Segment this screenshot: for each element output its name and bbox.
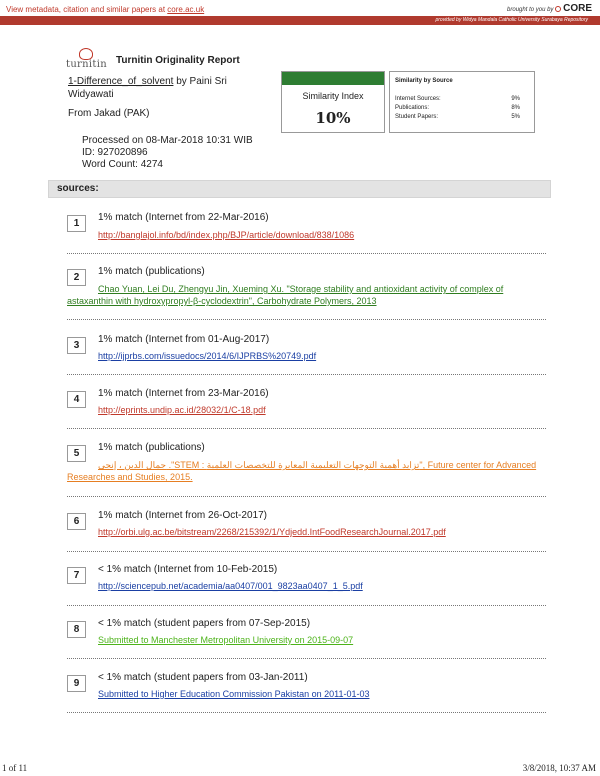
provided-by-text: provided by Widya Mandala Catholic University Surabaya Repository [435, 17, 588, 23]
brought-by-text: brought to you by [507, 7, 554, 13]
separator [67, 605, 546, 606]
core-link[interactable]: core.ac.uk [167, 5, 205, 14]
document-title [68, 75, 268, 101]
similarity-by-source-title: Similarity by Source [395, 78, 453, 84]
word-count: Word Count: 4274 [82, 159, 163, 170]
separator [67, 319, 546, 320]
source-label: Publications: [395, 105, 430, 111]
separator [67, 374, 546, 375]
source-link[interactable]: Chao Yuan, Lei Du, Zhengyu Jin, Xueming Xu. "Storage stability and antioxidant activity of complex of astaxanthin with hydroxypropyl-β-cyclodextrin", Carbohydrate Polymers, 2013 [67, 284, 504, 306]
similarity-by-source-box [389, 71, 535, 133]
separator [67, 428, 546, 429]
source-row-publications [395, 105, 534, 114]
page-number: 1 of 11 [2, 763, 28, 773]
document-author: by Paini Sri Widyawati [68, 76, 227, 100]
from-line: From Jakad (PAK) [68, 108, 150, 119]
source-value: 8% [511, 105, 520, 111]
separator [67, 658, 546, 659]
source-row-student-papers [395, 114, 534, 123]
match-info: 1% match (Internet from 22-Mar-2016) [98, 212, 269, 223]
source-link[interactable]: http://orbi.ulg.ac.be/bitstream/2268/215392/1/Ydjedd.IntFoodResearchJournal.2017.pdf [98, 527, 446, 537]
metadata-text: View metadata, citation and similar papers at [6, 5, 166, 14]
match-info: 1% match (Internet from 23-Mar-2016) [98, 388, 269, 399]
turnitin-logo-text: turnitin [66, 59, 107, 70]
source-link[interactable]: http://ijprbs.com/issuedocs/2014/6/IJPRBS%20749.pdf [98, 351, 317, 361]
source-link[interactable]: http://banglajol.info/bd/index.php/BJP/article/download/838/1086 [98, 230, 355, 240]
source-value: 9% [511, 96, 520, 102]
source-number: 6 [67, 513, 86, 530]
separator [67, 253, 546, 254]
match-info: 1% match (Internet from 01-Aug-2017) [98, 334, 270, 345]
match-info: 1% match (publications) [98, 442, 205, 453]
separator [67, 712, 546, 713]
source-link[interactable]: Submitted to Manchester Metropolitan University on 2015-09-07 [98, 635, 354, 645]
match-info: 1% match (Internet from 26-Oct-2017) [98, 510, 267, 521]
core-brand[interactable] [507, 3, 592, 14]
report-id: ID: 927020896 [82, 147, 148, 158]
print-datetime: 3/8/2018, 10:37 AM [522, 763, 596, 773]
sources-label: sources: [57, 183, 99, 194]
core-label: CORE [563, 3, 592, 14]
source-link[interactable]: http://eprints.undip.ac.id/28032/1/C-18.pdf [98, 405, 266, 415]
document-title-link[interactable]: 1-Difference_of_solvent [68, 76, 174, 87]
sources-header [48, 180, 551, 198]
source-link[interactable]: جمال الدين ، إنجي ."STEM : تزايد أهمية التوجهات التعليمية المعايرة للتخصصات العلمية", Future center for Advanced Researches and Studies, 2015. [67, 460, 537, 482]
source-number: 4 [67, 391, 86, 408]
metadata-line [6, 5, 204, 14]
source-number: 1 [67, 215, 86, 232]
source-label: Internet Sources: [395, 96, 441, 102]
report-title: Turnitin Originality Report [116, 55, 240, 66]
separator [67, 551, 546, 552]
similarity-color-band [282, 72, 384, 85]
source-number: 2 [67, 269, 86, 286]
match-info: 1% match (publications) [98, 266, 205, 277]
source-number: 3 [67, 337, 86, 354]
similarity-index-value: 10% [315, 109, 351, 127]
match-info: < 1% match (student papers from 03-Jan-2011) [98, 672, 308, 683]
source-row-internet [395, 96, 534, 105]
similarity-index-box [281, 71, 385, 133]
source-number: 9 [67, 675, 86, 692]
provider-bar [0, 16, 600, 25]
processed-date: Processed on 08-Mar-2018 10:31 WIB [82, 135, 253, 146]
source-label: Student Papers: [395, 114, 439, 120]
source-number: 5 [67, 445, 86, 462]
source-number: 8 [67, 621, 86, 638]
source-link[interactable]: http://sciencepub.net/academia/aa0407/001_9823aa0407_1_5.pdf [98, 581, 363, 591]
match-info: < 1% match (Internet from 10-Feb-2015) [98, 564, 278, 575]
core-logo-icon [555, 6, 561, 12]
separator [67, 496, 546, 497]
processing-info [82, 135, 253, 171]
source-value: 5% [511, 114, 520, 120]
source-link[interactable]: Submitted to Higher Education Commission Pakistan on 2011-01-03 [98, 689, 370, 699]
source-number: 7 [67, 567, 86, 584]
similarity-index-label: Similarity Index [302, 91, 364, 101]
match-info: < 1% match (student papers from 07-Sep-2015) [98, 618, 311, 629]
turnitin-logo [66, 48, 110, 70]
